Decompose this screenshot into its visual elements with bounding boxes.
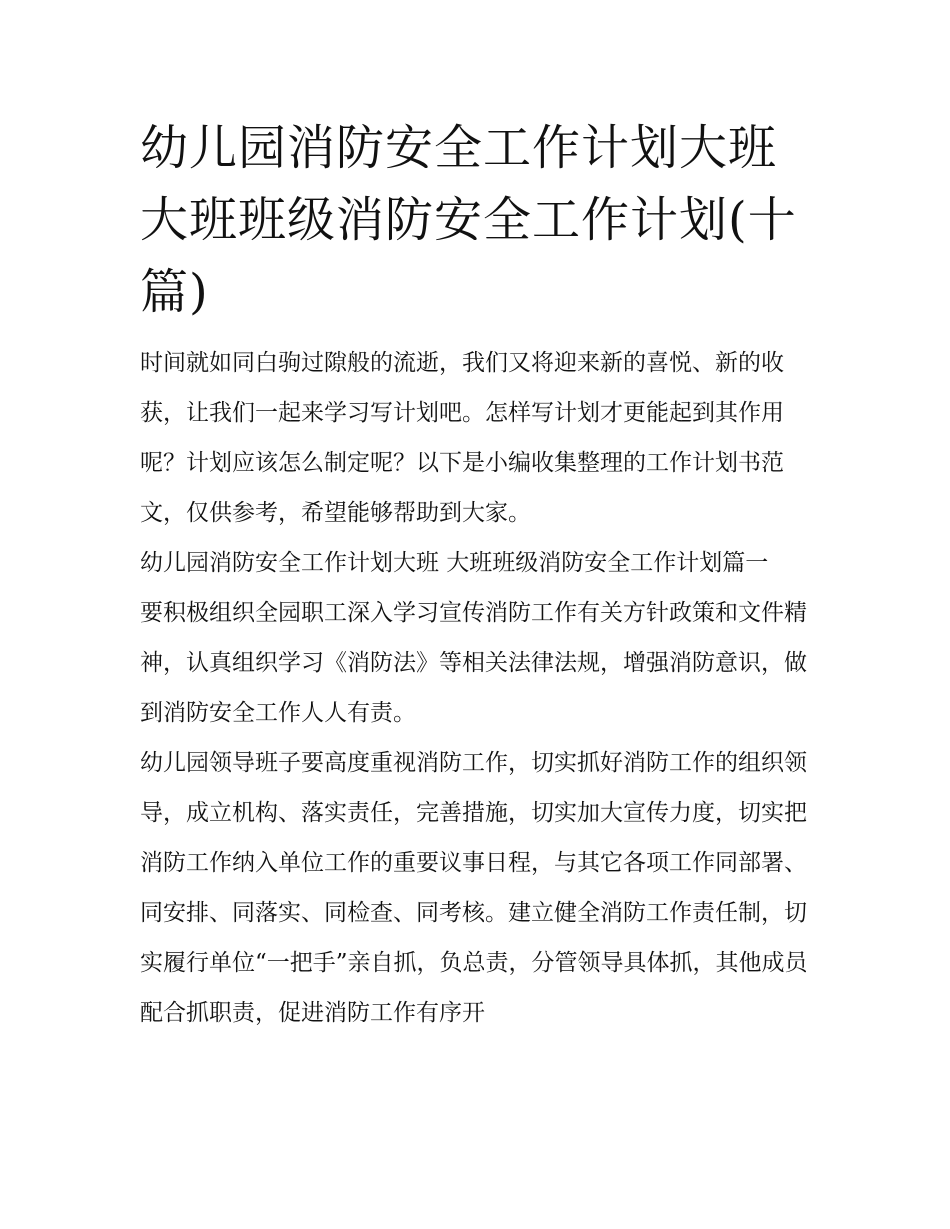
body-paragraph-2: 幼儿园领导班子要高度重视消防工作，切实抓好消防工作的组织领导，成立机构、落实责任，完善措施，切实加大宣传力度，切实把消防工作纳入单位工作的重要议事日程，与其它各项工作同部署、同安排、同落实、同检查、同考核。建立健全消防工作责任制，切实履行单位“一把手”亲自抓，负总责，分管领导具体抓，其他成员配合抓职责，促进消防工作有序开 — [140, 750, 808, 1026]
document-title: 幼儿园消防安全工作计划大班 大班班级消防安全工作计划(十篇) — [140, 120, 797, 320]
intro-paragraph: 时间就如同白驹过隙般的流逝，我们又将迎来新的喜悦、新的收获，让我们一起来学习写计划吧。怎样写计划才更能起到其作用呢？计划应该怎么制定呢？以下是小编收集整理的工作计划书范文，仅供参考，希望能够帮助到大家。 — [140, 350, 784, 526]
document-page — [140, 112, 812, 1038]
body-paragraph-1: 要积极组织全园职工深入学习宣传消防工作有关方针政策和文件精神，认真组织学习《消防法》等相关法律法规，增强消防意识，做到消防安全工作人人有责。 — [140, 600, 807, 726]
section-heading: 幼儿园消防安全工作计划大班 大班班级消防安全工作计划篇一 — [140, 550, 769, 576]
